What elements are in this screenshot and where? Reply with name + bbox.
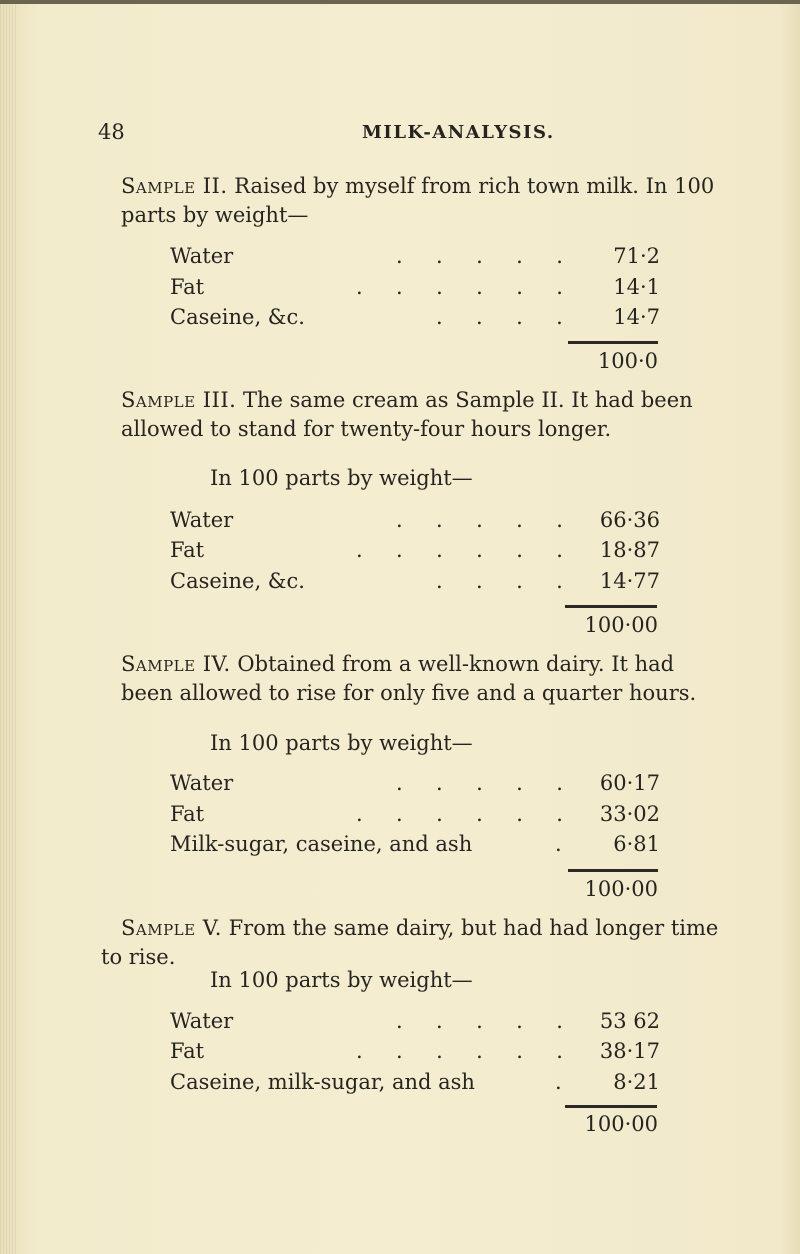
leader-dots: . . . . . . [356,275,563,299]
row-value: 14·77 [599,569,660,593]
row-label: Water [170,244,234,268]
sample-3-text-1: The same cream as Sample II. It had been [236,388,693,412]
sample-5-text-1: From the same dairy, but had had longer time [221,916,719,940]
sample-3-heading: Sample III. [121,388,237,412]
sample-3-total: 100·00 [584,613,658,637]
sample-2-row-water [170,244,660,274]
sample-4-row-fat [170,802,660,832]
page-binding-edge [0,0,16,1254]
running-header [0,120,800,146]
sample-5-row-water [170,1009,660,1039]
sample-5-row-fat [170,1039,660,1069]
leader-dots: . [555,1070,562,1094]
row-value: 6·81 [613,832,660,856]
row-label: Caseine, milk-sugar, and ash [170,1070,475,1094]
sample-2-row-fat [170,275,660,305]
leader-dots: . . . . . . [356,802,563,826]
sample-4-line-1 [121,650,761,679]
leader-dots: . . . . . [396,508,563,532]
row-value: 71·2 [613,244,660,268]
sample-5-row-caseine [170,1070,660,1100]
row-label: Water [170,508,234,532]
leader-dots: . . . . . [396,244,563,268]
sample-2-total: 100·0 [597,349,658,373]
sample-2-text-2: parts by weight— [121,203,309,227]
sample-5-intro: In 100 parts by weight— [210,968,473,992]
sample-5-total: 100·00 [584,1112,658,1136]
sample-4-text-1: Obtained from a well-known dairy. It had [230,652,675,676]
sum-rule [565,1105,657,1108]
row-value: 8·21 [613,1070,660,1094]
row-label: Fat [170,1039,205,1063]
page-number: 48 [98,120,125,144]
sample-4-paragraph [121,650,761,708]
row-value: 60·17 [599,771,660,795]
row-value: 66·36 [599,508,660,532]
sample-3-text-2: allowed to stand for twenty-four hours longer. [121,417,612,441]
sample-4-intro: In 100 parts by weight— [210,731,473,755]
sample-2-paragraph [121,172,761,230]
sample-3-intro: In 100 parts by weight— [210,466,473,490]
leader-dots: . . . . [436,569,563,593]
sample-5-heading: Sample V. [121,916,222,940]
sample-2-text-1: Raised by myself from rich town milk. In 100 [227,174,715,198]
sample-5-paragraph [101,914,761,972]
row-label: Caseine, &c. [170,569,305,593]
leader-dots: . . . . . . [356,538,563,562]
sample-2-heading: Sample II. [121,174,228,198]
sample-5-line-1 [121,914,761,943]
sample-2-line-1 [121,172,761,201]
sample-4-row-water [170,771,660,801]
sample-3-row-fat [170,538,660,568]
row-label: Water [170,771,234,795]
row-value: 33·02 [599,802,660,826]
sample-3-paragraph [121,386,761,444]
sample-4-heading: Sample IV. [121,652,231,676]
sum-rule [565,605,657,608]
row-label: Fat [170,275,205,299]
row-value: 53 62 [599,1009,660,1033]
sample-2-row-caseine [170,305,660,335]
row-value: 38·17 [599,1039,660,1063]
row-value: 18·87 [599,538,660,562]
row-value: 14·7 [613,305,660,329]
sample-4-total: 100·00 [584,877,658,901]
sample-5-text-2: to rise. [101,945,176,969]
row-label: Caseine, &c. [170,305,305,329]
leader-dots: . . . . [436,305,563,329]
running-title: MILK-ANALYSIS. [362,122,555,143]
leader-dots: . [555,832,562,856]
leader-dots: . . . . . . [356,1039,563,1063]
sample-3-row-water [170,508,660,538]
leader-dots: . . . . . [396,771,563,795]
sample-3-line-1 [121,386,761,415]
leader-dots: . . . . . [396,1009,563,1033]
sample-4-text-2: been allowed to rise for only five and a quarter hours. [121,681,697,705]
row-label: Water [170,1009,234,1033]
sum-rule [568,341,658,344]
row-label: Fat [170,538,205,562]
top-border [0,0,800,4]
row-label: Fat [170,802,205,826]
sample-3-row-caseine [170,569,660,599]
row-label: Milk-sugar, caseine, and ash [170,832,473,856]
sum-rule [568,869,658,872]
row-value: 14·1 [613,275,660,299]
sample-4-row-sugar [170,832,660,862]
